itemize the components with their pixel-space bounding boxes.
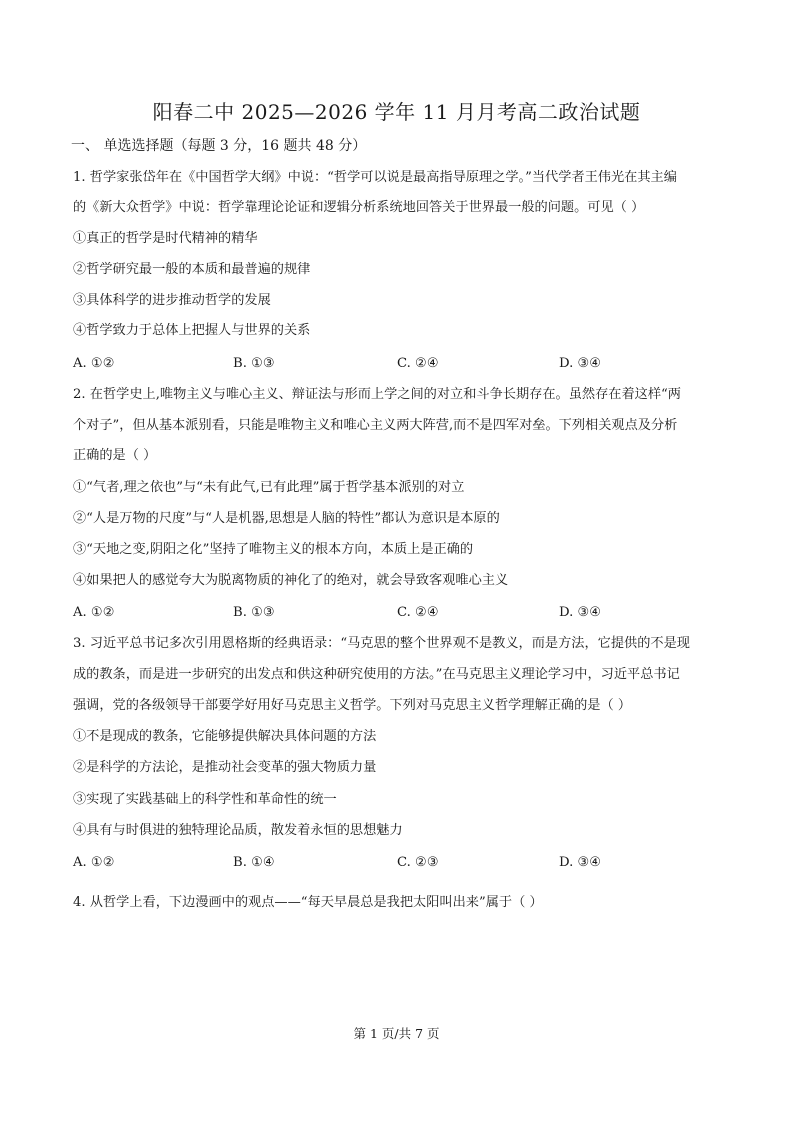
section-heading: 一、 单选选择题（每题 3 分，16 题共 48 分） (71, 138, 367, 154)
q3-option-d[interactable]: D. ③④ (559, 855, 602, 870)
q1-item-2: ②哲学研究最一般的本质和最普遍的规律 (73, 262, 311, 277)
q2-option-d[interactable]: D. ③④ (559, 605, 602, 620)
q2-stem-line-1: 2. 在哲学史上,唯物主义与唯心主义、辩证法与形而上学之间的对立和斗争长期存在。虽然存在着这样“两 (73, 387, 681, 402)
q1-options (73, 355, 733, 373)
q3-item-4: ④具有与时俱进的独特理论品质，散发着永恒的思想魅力 (73, 823, 403, 838)
q2-stem-line-3: 正确的是（ ） (73, 448, 157, 463)
q3-option-b[interactable]: B. ①④ (233, 855, 275, 870)
q2-option-b[interactable]: B. ①③ (233, 605, 275, 620)
q2-option-a[interactable]: A. ①② (73, 605, 115, 620)
q3-option-c[interactable]: C. ②③ (397, 855, 439, 870)
q1-item-1: ①真正的哲学是时代精神的精华 (73, 231, 258, 246)
q2-item-1: ①“气者,理之依也”与“未有此气,已有此理”属于哲学基本派别的对立 (73, 480, 465, 495)
q3-stem-line-1: 3. 习近平总书记多次引用恩格斯的经典语录：“马克思的整个世界观不是教义，而是方法，它提供的不是现 (73, 636, 690, 651)
q1-option-b[interactable]: B. ①③ (233, 356, 275, 371)
q1-stem-line-2: 的《新大众哲学》中说：哲学靠理论论证和逻辑分析系统地回答关于世界最一般的问题。可见（ ） (73, 200, 645, 215)
q2-option-c[interactable]: C. ②④ (397, 605, 439, 620)
q3-stem-line-2: 成的教条，而是进一步研究的出发点和供这种研究使用的方法。”在马克思主义理论学习中，习近平总书记 (73, 667, 680, 682)
q3-stem-line-3: 强调，党的各级领导干部要学好用好马克思主义哲学。下列对马克思主义哲学理解正确的是（ ） (73, 698, 632, 713)
q1-stem-line-1: 1. 哲学家张岱年在《中国哲学大纲》中说：“哲学可以说是最高指导原理之学。”当代学者王伟光在其主编 (73, 170, 677, 185)
q4-stem-line-1: 4. 从哲学上看，下边漫画中的观点——“每天早晨总是我把太阳叫出来”属于（ ） (73, 895, 543, 910)
q2-item-4: ④如果把人的感觉夸大为脱离物质的神化了的绝对，就会导致客观唯心主义 (73, 573, 509, 588)
q3-option-a[interactable]: A. ①② (73, 855, 115, 870)
q2-item-3: ③“天地之变,阴阳之化”坚持了唯物主义的根本方向，本质上是正确的 (73, 542, 474, 557)
page-title: 阳春二中 2025—2026 学年 11 月月考高二政治试题 (152, 100, 641, 124)
q3-item-2: ②是科学的方法论，是推动社会变革的强大物质力量 (73, 760, 377, 775)
q2-item-2: ②“人是万物的尺度”与“人是机器,思想是人脑的特性”都认为意识是本原的 (73, 511, 500, 526)
q1-option-d[interactable]: D. ③④ (559, 356, 602, 371)
q1-option-a[interactable]: A. ①② (73, 356, 115, 371)
q1-option-c[interactable]: C. ②④ (397, 356, 439, 371)
q3-item-1: ①不是现成的教条，它能够提供解决具体问题的方法 (73, 729, 377, 744)
q1-item-4: ④哲学致力于总体上把握人与世界的关系 (73, 323, 311, 338)
q3-item-3: ③实现了实践基础上的科学性和革命性的统一 (73, 792, 337, 807)
q2-stem-line-2: 个对子”，但从基本派别看，只能是唯物主义和唯心主义两大阵营,而不是四军对垒。下列相关观点及分析 (73, 418, 678, 433)
page-footer: 第 1 页/共 7 页 (353, 1026, 440, 1041)
q3-options (73, 854, 733, 872)
q1-item-3: ③具体科学的进步推动哲学的发展 (73, 293, 271, 308)
q2-options (73, 604, 733, 622)
